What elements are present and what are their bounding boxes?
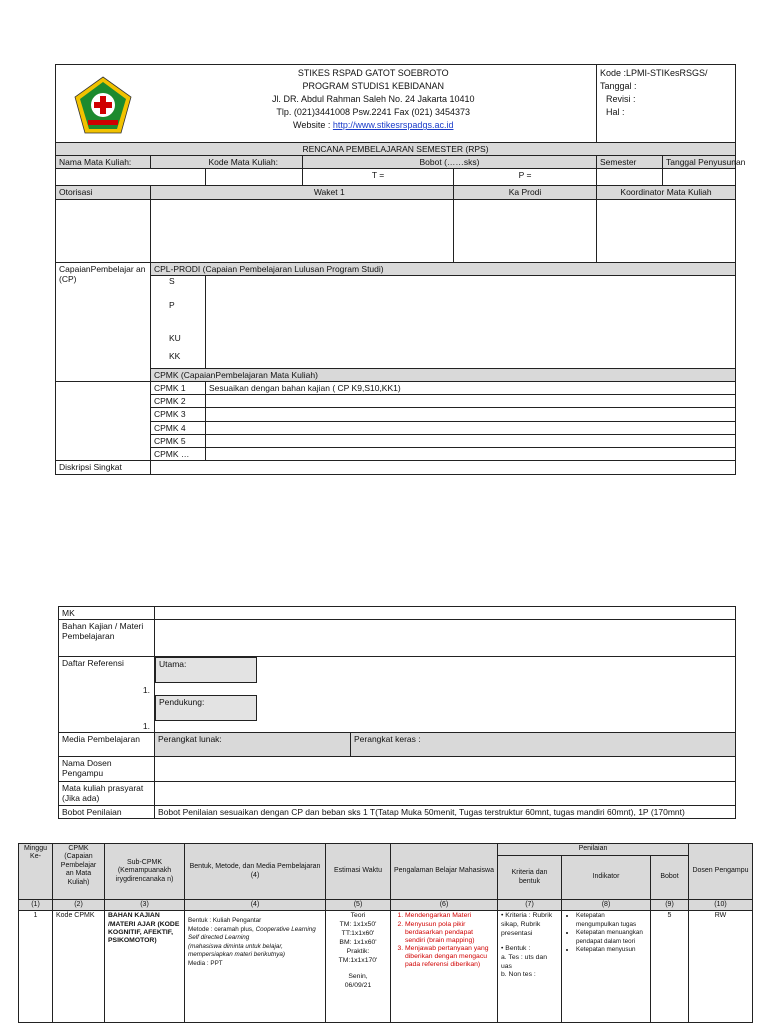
bobot-penilaian-label: Bobot Penilaian <box>59 806 155 819</box>
koordinator-label: Koordinator Mata Kuliah <box>597 186 736 199</box>
col-num: (3) <box>105 900 185 911</box>
col-bobot: Bobot <box>651 856 689 900</box>
tanggal-penyusunan-label: Tanggal Penyusunan <box>663 156 736 169</box>
kode-field: Kode :LPMI-STIKesRSGS/ <box>600 68 708 78</box>
kaprodi-label: Ka Prodi <box>454 186 597 199</box>
diskripsi-label: Diskripsi Singkat <box>56 461 151 475</box>
media-label: Media Pembelajaran <box>59 733 155 757</box>
rps-header-table <box>55 64 746 475</box>
bahan-kajian-label: Bahan Kajian / Materi Pembelajaran <box>59 620 155 657</box>
cpl-prodi-header: CPL-PRODI (Capaian Pembelajaran Lulusan Program Studi) <box>151 262 736 275</box>
cpmk-desc <box>206 447 736 460</box>
cpmk-desc <box>206 421 736 434</box>
utama-box <box>155 657 257 683</box>
waket-label: Waket 1 <box>206 186 454 199</box>
row-dosen: RW <box>689 911 753 1023</box>
pengalaman-item: 2. Menyusun pola pikir berdasarkan pendapat sendiri (brain mapping) <box>405 921 494 945</box>
col-num: (7) <box>498 900 562 911</box>
hal-field: Hal : <box>606 107 625 118</box>
col-kriteria: Kriteria dan bentuk <box>498 856 562 900</box>
bobot-label: Bobot (……sks) <box>303 156 597 169</box>
col-num: (4) <box>185 900 326 911</box>
row-pengalaman <box>391 911 498 1023</box>
utama-label: Utama: <box>159 659 187 670</box>
col-num: (5) <box>326 900 391 911</box>
program-name: PROGRAM STUDIS1 KEBIDANAN <box>302 81 445 92</box>
revisi-field: Revisi : <box>606 94 636 105</box>
col-dosen: Dosen Pengampu <box>689 844 753 900</box>
row-bobot: 5 <box>651 911 689 1023</box>
bobot-p: P = <box>454 169 597 186</box>
col-pengalaman: Pengalaman Belajar Mahasiswa <box>391 844 498 900</box>
col-penilaian: Penilaian <box>498 844 689 856</box>
cpmk-label: CPMK 5 <box>151 434 206 447</box>
cpmk-label: CPMK 2 <box>151 395 206 408</box>
nama-dosen-label: Nama Dosen Pengampu <box>59 757 155 782</box>
pengalaman-item: 1. Mendengarkan Materi <box>405 912 494 920</box>
institution-logo-icon <box>72 75 134 137</box>
cpmk-header: CPMK (CapaianPembelajaran Mata Kuliah) <box>151 368 736 381</box>
col-subcpmk: Sub-CPMK (Kemampuanakh irygdirencanaka n) <box>105 844 185 900</box>
cpl-codes: S P KU KK <box>151 275 206 368</box>
row-bentuk: Bentuk : Kuliah Pengantar Metode : ceramah plus, Cooperative Learning Self directed Learning (mahasiswa diminta untuk belajar, mempersiapkan materi berikutnya) Media : PPT <box>185 911 326 1023</box>
rps-title: RENCANA PEMBELAJARAN SEMESTER (RPS) <box>56 143 736 156</box>
row-indikator <box>562 911 651 1023</box>
cpmk-desc <box>206 408 736 421</box>
col-indikator: Indikator <box>562 856 651 900</box>
col-minggu: Minggu Ke- <box>19 844 53 900</box>
cpmk-desc <box>206 395 736 408</box>
indikator-item: • Ketepatan menuangkan pendapat dalam teori <box>576 929 647 946</box>
weekly-plan-table <box>18 843 753 1023</box>
nama-mk-label: Nama Mata Kuliah: <box>56 156 151 169</box>
mk-details-table <box>58 606 736 819</box>
cpmk-desc: Sesuaikan dengan bahan kajian ( CP K9,S10,KK1) <box>206 381 736 394</box>
row-estimasi: Teori TM: 1x1x50' TT:1x1x60' BM: 1x1x60' Praktik: TM:1x1x170' Senin, 06/09/21 <box>326 911 391 1023</box>
phone: Tlp. (021)3441008 Psw.2241 Fax (021) 3454373 <box>276 107 471 118</box>
cpmk-label: CPMK … <box>151 447 206 460</box>
document-meta <box>597 65 736 143</box>
daftar-referensi-cell: Daftar Referensi 1. 1. <box>59 657 155 733</box>
bobot-t: T = <box>303 169 454 186</box>
pendukung-label: Pendukung: <box>159 697 205 708</box>
pengalaman-item: 3. Menjawab pertanyaan yang diberikan dengan mengacu pada referensi diberikan) <box>405 945 494 969</box>
row-subcpmk: BAHAN KAJIAN /MATERI AJAR (KODE KOGNITIF, AFEKTIF, PSIKOMOTOR) <box>105 911 185 1023</box>
website-link[interactable]: http://www.stikesrspadgs.ac.id <box>332 120 454 131</box>
institution-info <box>151 65 597 143</box>
perangkat-keras: Perangkat keras : <box>351 733 736 757</box>
otorisasi-label: Otorisasi <box>56 186 151 199</box>
daftar-referensi-label: Daftar Referensi <box>62 658 124 669</box>
row-cpmk: Kode CPMK <box>53 911 105 1023</box>
tanggal-field: Tanggal : <box>600 81 637 92</box>
kode-mk-label: Kode Mata Kuliah: <box>206 156 303 169</box>
col-bentuk: Bentuk, Metode, dan Media Pembelajaran (4) <box>185 844 326 900</box>
indikator-item: • Ketepatan menyusun <box>576 946 647 955</box>
cpmk-label: CPMK 4 <box>151 421 206 434</box>
row-minggu: 1 <box>19 911 53 1023</box>
cpmk-desc <box>206 434 736 447</box>
logo-cell <box>56 65 151 143</box>
pendukung-box <box>155 695 257 721</box>
semester-label: Semester <box>597 156 663 169</box>
indikator-item: • Ketepatan mengumpulkan tugas <box>576 912 647 929</box>
bobot-penilaian-text: Bobot Penilaian sesuaikan dengan CP dan beban sks 1 T(Tatap Muka 50menit, Tugas terstruktur 60mnt, tugas mandiri 60mnt), 1P (170mnt) <box>155 806 736 819</box>
col-num: (10) <box>689 900 753 911</box>
row-kriteria: • Kriteria : Rubrik sikap, Rubrik presentasi • Bentuk : a. Tes : uts dan uas b. Non tes : <box>498 911 562 1023</box>
address: Jl. DR. Abdul Rahman Saleh No. 24 Jakarta 10410 <box>271 94 475 105</box>
col-num: (1) <box>19 900 53 911</box>
website: Website : http://www.stikesrspadgs.ac.id <box>293 120 454 131</box>
col-num: (9) <box>651 900 689 911</box>
col-num: (6) <box>391 900 498 911</box>
cpmk-label: CPMK 1 <box>151 381 206 394</box>
col-num: (2) <box>53 900 105 911</box>
perangkat-lunak: Perangkat lunak: <box>155 733 351 757</box>
prasyarat-label: Mata kuliah prasyarat (Jika ada) <box>59 782 155 806</box>
mk-label: MK <box>59 607 155 620</box>
cpmk-label: CPMK 3 <box>151 408 206 421</box>
capaian-label: CapaianPembelajar an (CP) <box>56 262 151 381</box>
col-estimasi: Estimasi Waktu <box>326 844 391 900</box>
institution-name: STIKES RSPAD GATOT SOEBROTO <box>297 68 449 78</box>
col-cpmk: CPMK (Capaian Pembelajar an Mata Kuliah) <box>53 844 105 900</box>
col-num: (8) <box>562 900 651 911</box>
